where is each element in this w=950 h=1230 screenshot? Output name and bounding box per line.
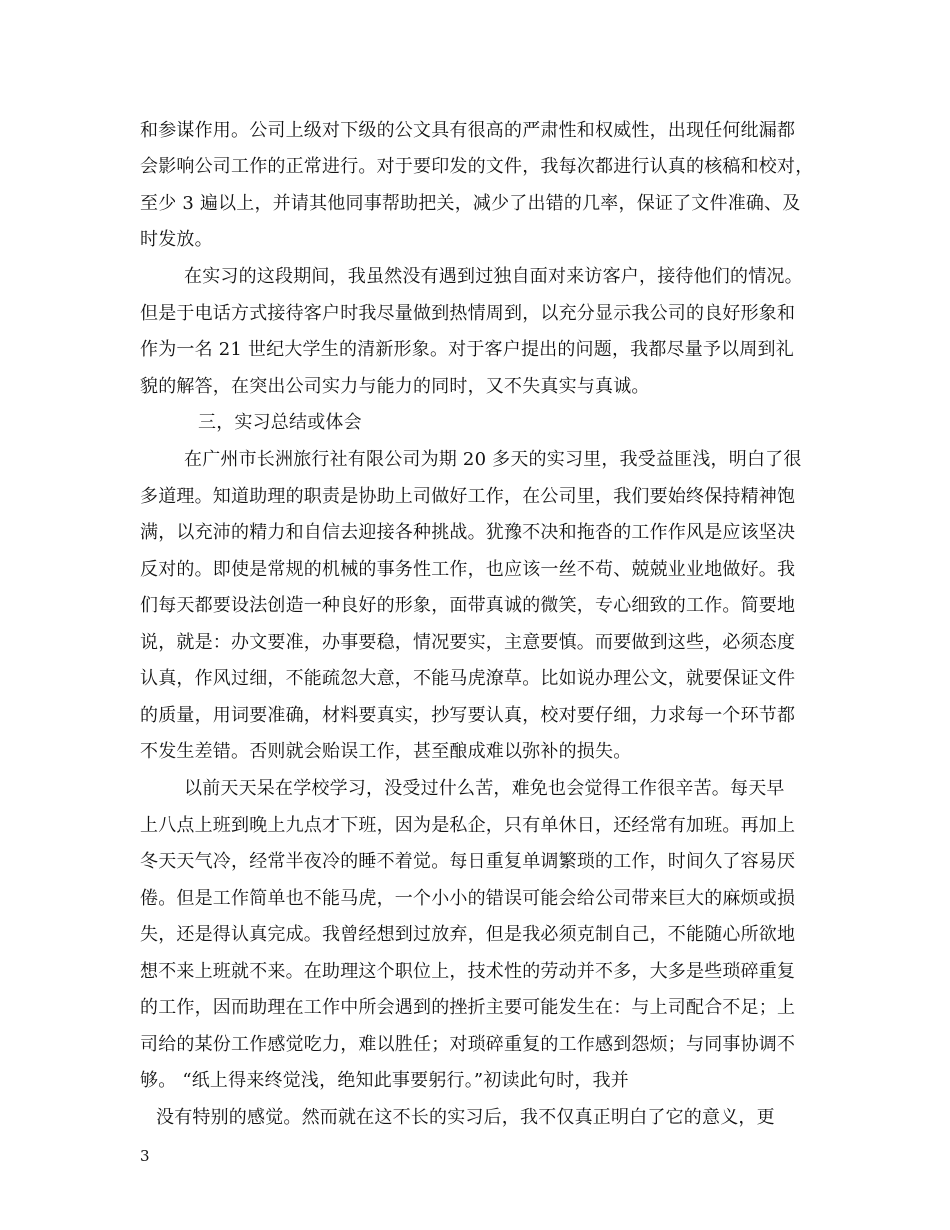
text-line: 倦。但是工作简单也不能马虎，一个小小的错误可能会给公司带来巨大的麻烦或损 bbox=[140, 888, 796, 909]
text-line: 不发生差错。否则就会贻误工作，甚至酿成难以弥补的损失。 bbox=[140, 741, 632, 762]
text-line: 以前天天呆在学校学习，没受过什么苦，难免也会觉得工作很辛苦。每天早 bbox=[184, 778, 785, 799]
text-line: 多道理。知道助理的职责是协助上司做好工作，在公司里，我们要始终保持精神饱 bbox=[140, 486, 796, 507]
text-line: 在广州市长洲旅行社有限公司为期 20 多天的实习里，我受益匪浅，明白了很 bbox=[184, 449, 802, 470]
text-line: 没有特别的感觉。然而就在这不长的实习后，我不仅真正明白了它的意义，更 bbox=[156, 1107, 775, 1128]
page-number: 3 bbox=[140, 1147, 150, 1165]
text-line: 的质量，用词要准确，材料要真实，抄写要认真，校对要仔细，力求每一个环节都 bbox=[140, 705, 796, 726]
text-line: 和参谋作用。公司上级对下级的公文具有很高的严肃性和权威性，出现任何纰漏都 bbox=[140, 120, 796, 141]
text-line: 的工作，因而助理在工作中所会遇到的挫折主要可能发生在：与上司配合不足；上 bbox=[140, 997, 796, 1018]
text-line: 们每天都要设法创造一种良好的形象，面带真诚的微笑，专心细致的工作。简要地 bbox=[140, 595, 796, 616]
text-line: 冬天天气冷，经常半夜冷的睡不着觉。每日重复单调繁琐的工作，时间久了容易厌 bbox=[140, 851, 796, 872]
text-line: 会影响公司工作的正常进行。对于要印发的文件，我每次都进行认真的核稿和校对， bbox=[140, 156, 814, 177]
text-line: 时发放。 bbox=[140, 229, 213, 250]
text-line: 失，还是得认真完成。我曾经想到过放弃，但是我必须克制自己，不能随心所欲地 bbox=[140, 924, 796, 945]
section-heading: 三，实习总结或体会 bbox=[198, 412, 362, 433]
text-line: 作为一名 21 世纪大学生的清新形象。对于客户提出的问题，我都尽量予以周到礼 bbox=[140, 339, 794, 360]
text-line: 够。 “纸上得来终觉浅，绝知此事要躬行。”初读此句时，我并 bbox=[140, 1070, 629, 1091]
text-line: 至少 3 遍以上，并请其他同事帮助把关，减少了出错的几率，保证了文件准确、及 bbox=[140, 193, 801, 214]
text-line: 说，就是：办文要准，办事要稳，情况要实，主意要慎。而要做到这些，必须态度 bbox=[140, 632, 796, 653]
text-line: 满，以充沛的精力和自信去迎接各种挑战。犹豫不决和拖沓的工作作风是应该坚决 bbox=[140, 522, 796, 543]
text-line: 认真，作风过细，不能疏忽大意，不能马虎潦草。比如说办理公文，就要保证文件 bbox=[140, 668, 796, 689]
text-line: 反对的。即使是常规的机械的事务性工作，也应该一丝不苟、兢兢业业地做好。我 bbox=[140, 559, 796, 580]
text-line: 在实习的这段期间，我虽然没有遇到过独自面对来访客户，接待他们的情况。 bbox=[184, 266, 803, 287]
text-line: 想不来上班就不来。在助理这个职位上，技术性的劳动并不多，大多是些琐碎重复 bbox=[140, 961, 796, 982]
text-line: 貌的解答，在突出公司实力与能力的同时，又不失真实与真诚。 bbox=[140, 376, 650, 397]
text-line: 但是于电话方式接待客户时我尽量做到热情周到，以充分显示我公司的良好形象和 bbox=[140, 303, 796, 324]
text-line: 上八点上班到晚上九点才下班，因为是私企，只有单休日，还经常有加班。再加上 bbox=[140, 815, 796, 836]
text-line: 司给的某份工作感觉吃力，难以胜任；对琐碎重复的工作感到怨烦；与同事协调不 bbox=[140, 1034, 796, 1055]
